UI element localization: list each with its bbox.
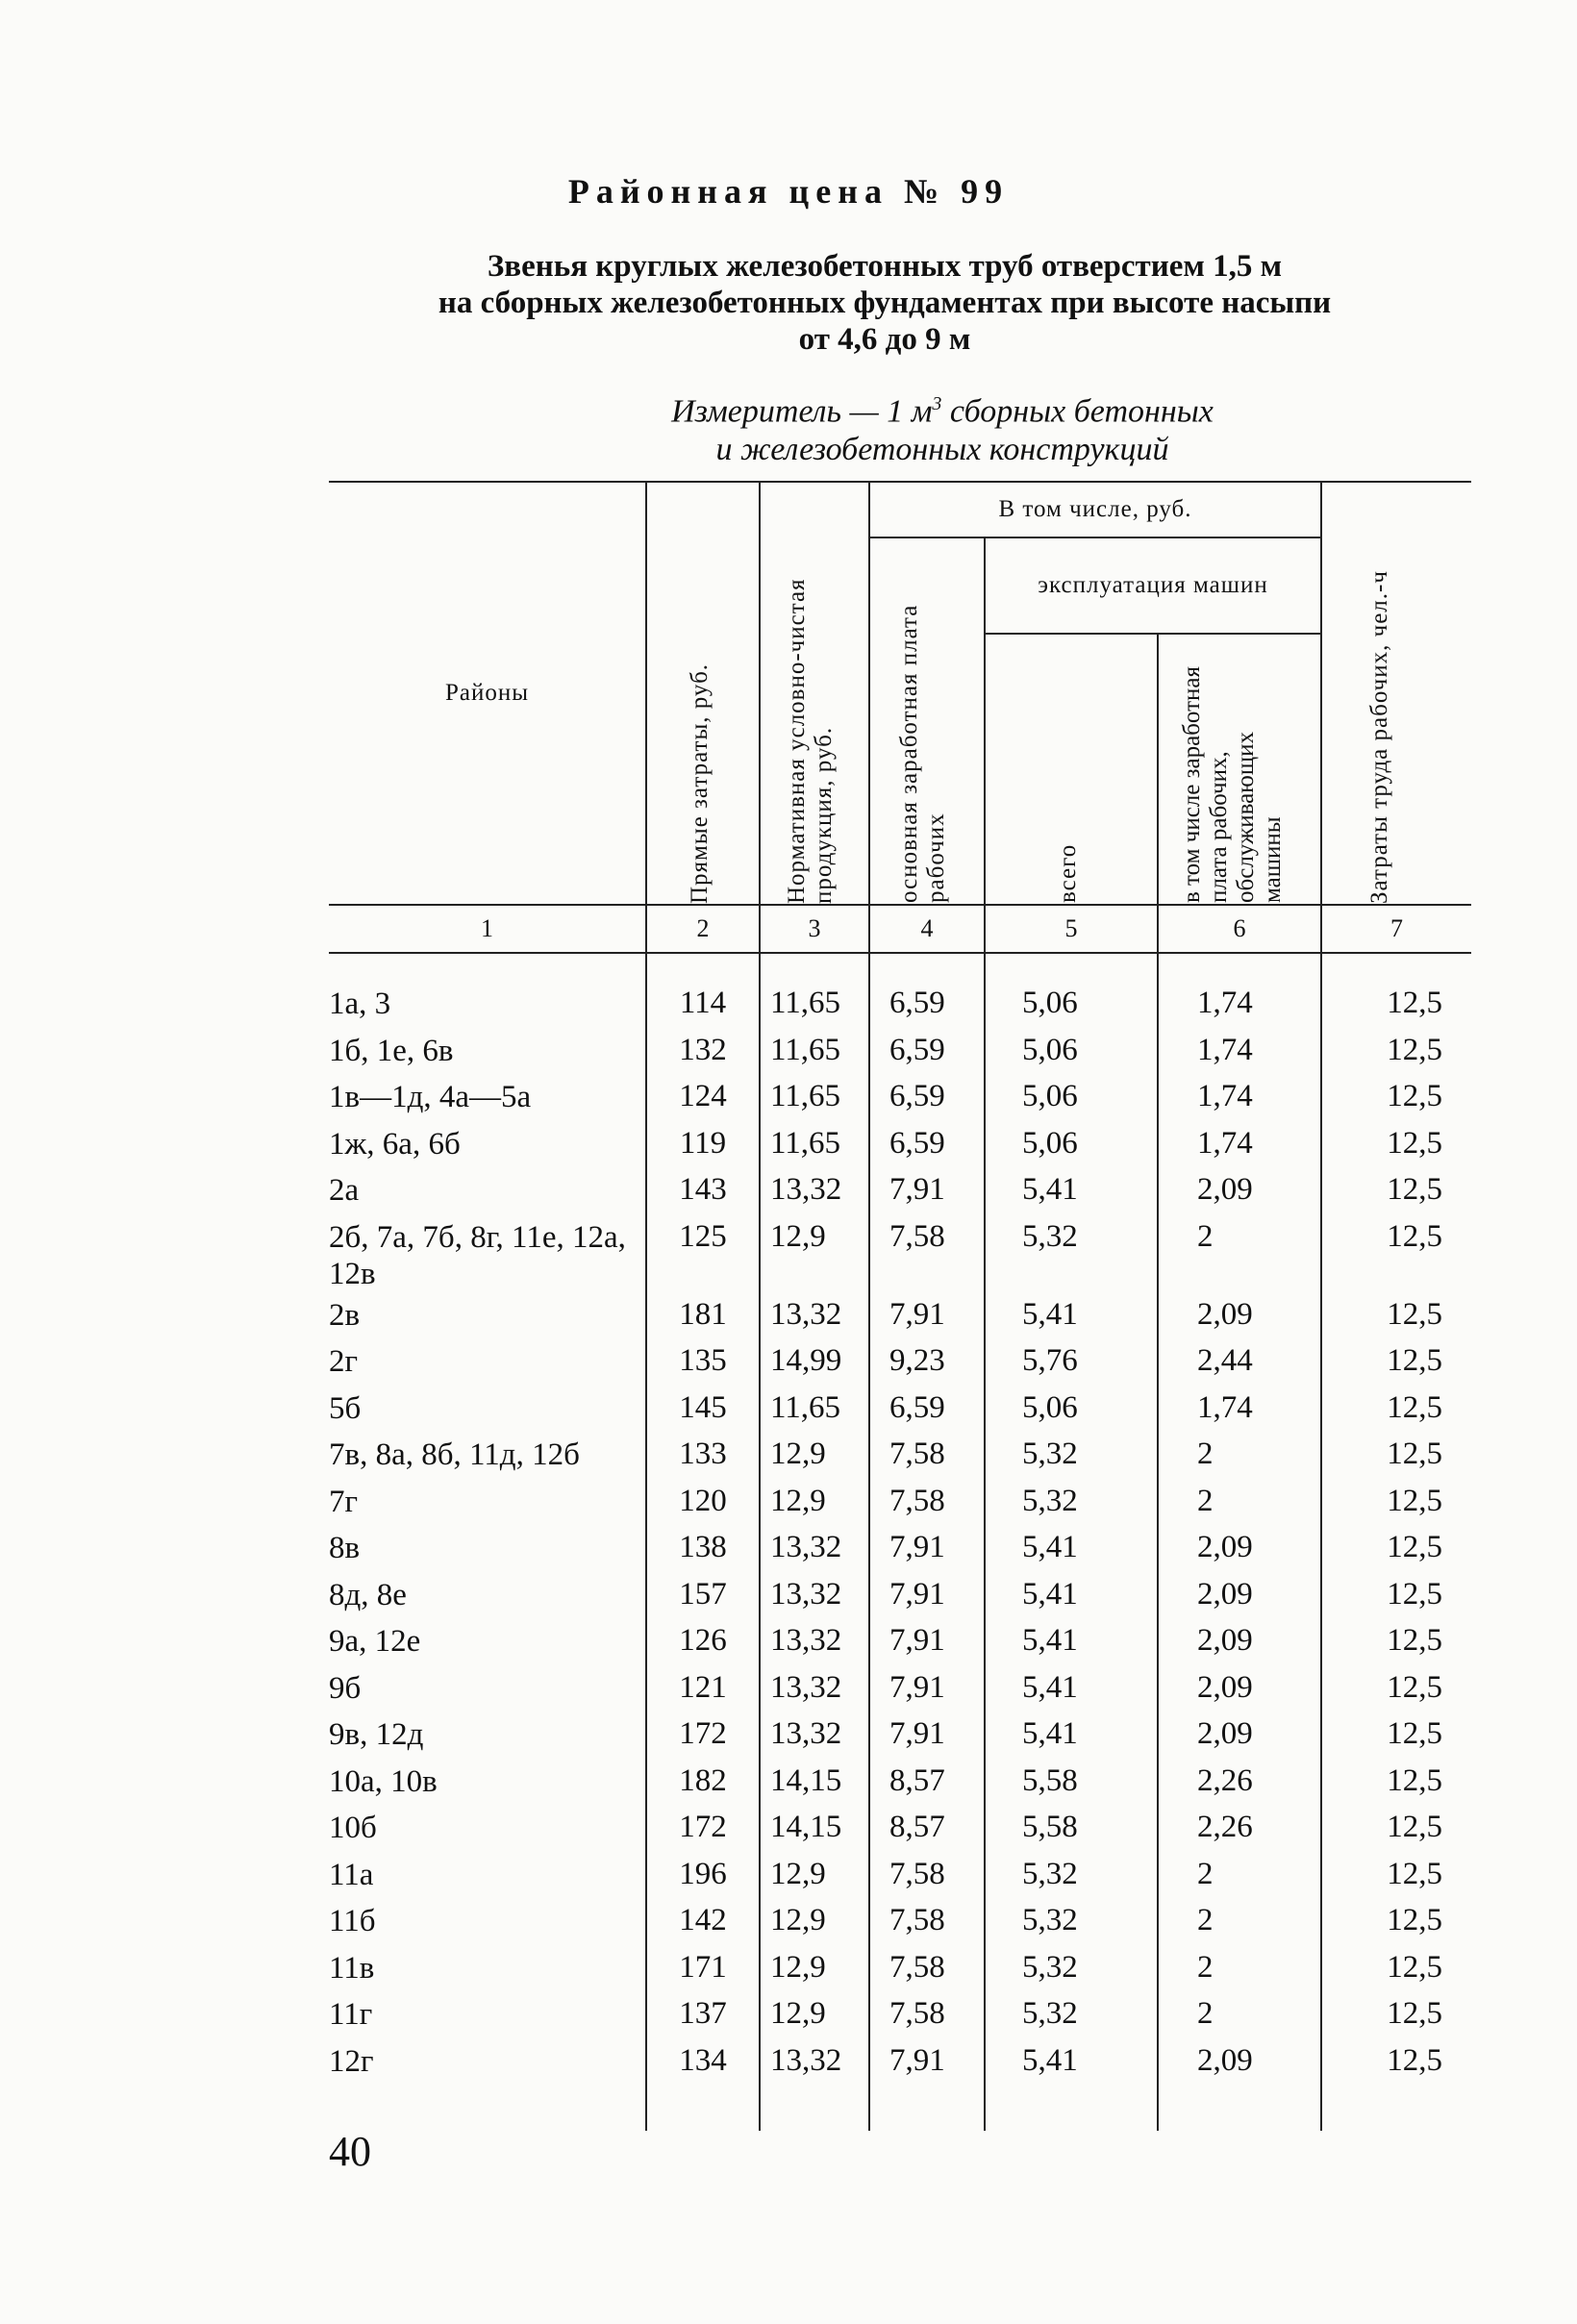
cell-normative-net: 12,9 bbox=[760, 1947, 869, 1994]
header-base-wage-label: основная заработная плата рабочих bbox=[896, 604, 949, 903]
cell-labor: 12,5 bbox=[1321, 1123, 1471, 1170]
cell-machine-wage: 2,09 bbox=[1158, 2040, 1321, 2087]
cell-direct-costs: 126 bbox=[646, 1620, 760, 1667]
cell-base-wage: 9,23 bbox=[869, 1340, 985, 1387]
cell-direct-costs: 172 bbox=[646, 1807, 760, 1854]
cell-direct-costs: 135 bbox=[646, 1340, 760, 1387]
cell-machine-wage: 1,74 bbox=[1158, 983, 1321, 1030]
cell-normative-net: 13,32 bbox=[760, 1169, 869, 1216]
cell-region: 8в bbox=[329, 1531, 361, 1565]
cell-machine-wage: 1,74 bbox=[1158, 1076, 1321, 1123]
cell-labor: 12,5 bbox=[1321, 1807, 1471, 1854]
cell-machine-wage: 2,09 bbox=[1158, 1574, 1321, 1621]
cell-labor: 12,5 bbox=[1321, 1169, 1471, 1216]
table-row bbox=[329, 1076, 1471, 1123]
cell-normative-net: 11,65 bbox=[760, 983, 869, 1030]
table-row bbox=[329, 1574, 1471, 1621]
header-normative-net-label: Нормативная условно-чистая продукция, руб. bbox=[784, 578, 837, 904]
cell-region: 1а, 3 bbox=[329, 987, 391, 1021]
cell-machine-wage: 2,44 bbox=[1158, 1340, 1321, 1387]
cell-labor: 12,5 bbox=[1321, 1947, 1471, 1994]
cell-machine-total: 5,06 bbox=[985, 983, 1158, 1030]
subtitle-line: от 4,6 до 9 м bbox=[798, 322, 971, 357]
header-base-wage bbox=[869, 537, 985, 905]
cell-direct-costs: 133 bbox=[646, 1434, 760, 1481]
cell-labor: 12,5 bbox=[1321, 1434, 1471, 1481]
cell-normative-net: 12,9 bbox=[760, 1216, 869, 1294]
cell-region: 10а, 10в bbox=[329, 1763, 438, 1799]
cell-machine-wage: 2,09 bbox=[1158, 1294, 1321, 1341]
table-row bbox=[329, 1667, 1471, 1714]
cell-machine-wage: 1,74 bbox=[1158, 1387, 1321, 1435]
column-number: 3 bbox=[760, 905, 869, 953]
cell-direct-costs: 134 bbox=[646, 2040, 760, 2087]
cell-region: 1ж, 6а, 6б bbox=[329, 1126, 461, 1162]
cell-direct-costs: 181 bbox=[646, 1294, 760, 1341]
column-number: 2 bbox=[646, 905, 760, 953]
cell-base-wage: 6,59 bbox=[869, 1123, 985, 1170]
cell-machine-wage: 2,09 bbox=[1158, 1169, 1321, 1216]
table-row bbox=[329, 1340, 1471, 1387]
cell-base-wage: 7,58 bbox=[869, 1854, 985, 1901]
cell-labor: 12,5 bbox=[1321, 1667, 1471, 1714]
cell-labor: 12,5 bbox=[1321, 1076, 1471, 1123]
page-title: Районная цена № 99 bbox=[567, 172, 1010, 211]
cell-labor: 12,5 bbox=[1321, 1294, 1471, 1341]
cell-normative-net: 12,9 bbox=[760, 1993, 869, 2040]
cell-labor: 12,5 bbox=[1321, 1620, 1471, 1667]
cell-machine-wage: 2,09 bbox=[1158, 1527, 1321, 1574]
cell-region: 11а bbox=[329, 1857, 374, 1892]
cell-machine-total: 5,41 bbox=[985, 1667, 1158, 1714]
cell-direct-costs: 157 bbox=[646, 1574, 760, 1621]
cell-machine-total: 5,41 bbox=[985, 1574, 1158, 1621]
cell-direct-costs: 196 bbox=[646, 1854, 760, 1901]
cell-machine-total: 5,41 bbox=[985, 1169, 1158, 1216]
cell-direct-costs: 138 bbox=[646, 1527, 760, 1574]
table-row bbox=[329, 1713, 1471, 1761]
column-number: 5 bbox=[985, 905, 1158, 953]
table-row bbox=[329, 1620, 1471, 1667]
cell-base-wage: 8,57 bbox=[869, 1807, 985, 1854]
cell-machine-total: 5,32 bbox=[985, 1434, 1158, 1481]
cell-direct-costs: 182 bbox=[646, 1761, 760, 1808]
column-numbers bbox=[329, 905, 1471, 983]
table-row bbox=[329, 1294, 1471, 1341]
cell-labor: 12,5 bbox=[1321, 983, 1471, 1030]
measure-suffix: сборных бетонных bbox=[941, 393, 1214, 430]
cell-region: 7в, 8а, 8б, 11д, 12б bbox=[329, 1437, 580, 1472]
cell-region: 11б bbox=[329, 1904, 376, 1938]
cell-region: 1в—1д, 4а—5а bbox=[329, 1080, 532, 1114]
cell-base-wage: 7,91 bbox=[869, 1620, 985, 1667]
cell-direct-costs: 132 bbox=[646, 1030, 760, 1077]
cell-labor: 12,5 bbox=[1321, 1030, 1471, 1077]
cell-normative-net: 12,9 bbox=[760, 1434, 869, 1481]
cell-direct-costs: 121 bbox=[646, 1667, 760, 1714]
measure-prefix: Измеритель — 1 м bbox=[671, 393, 933, 430]
cell-normative-net: 11,65 bbox=[760, 1076, 869, 1123]
cell-machine-wage: 2,09 bbox=[1158, 1620, 1321, 1667]
page-number: 40 bbox=[329, 2128, 371, 2175]
cell-base-wage: 7,58 bbox=[869, 1216, 985, 1294]
cell-base-wage: 7,91 bbox=[869, 2040, 985, 2087]
cell-labor: 12,5 bbox=[1321, 1900, 1471, 1947]
column-number: 4 bbox=[869, 905, 985, 953]
cell-region: 12г bbox=[329, 2043, 374, 2079]
header-direct-costs-label: Прямые затраты, руб. bbox=[687, 662, 713, 904]
cell-base-wage: 7,58 bbox=[869, 1947, 985, 1994]
cell-region: 9б bbox=[329, 1670, 362, 1706]
table-subtitle bbox=[317, 248, 1452, 358]
cell-labor: 12,5 bbox=[1321, 1993, 1471, 2040]
cell-labor: 12,5 bbox=[1321, 1713, 1471, 1761]
header-including: В том числе, руб. bbox=[869, 482, 1321, 537]
table-row bbox=[329, 1030, 1471, 1077]
table-row bbox=[329, 1761, 1471, 1808]
header-total-label: всего bbox=[1055, 843, 1081, 903]
subtitle-line: на сборных железобетонных фундаментах при высоте насыпи bbox=[438, 286, 1332, 320]
measure-line2: и железобетонных конструкций bbox=[715, 432, 1169, 468]
cell-machine-total: 5,41 bbox=[985, 1527, 1158, 1574]
cell-machine-wage: 2 bbox=[1158, 1854, 1321, 1901]
cell-machine-total: 5,76 bbox=[985, 1340, 1158, 1387]
cell-machine-wage: 2 bbox=[1158, 1434, 1321, 1481]
cell-base-wage: 7,91 bbox=[869, 1667, 985, 1714]
subtitle-line: Звенья круглых железобетонных труб отверстием 1,5 м bbox=[487, 249, 1283, 284]
cell-base-wage: 7,58 bbox=[869, 1900, 985, 1947]
cell-normative-net: 13,32 bbox=[760, 1574, 869, 1621]
cell-region: 1б, 1е, 6в bbox=[329, 1033, 454, 1068]
cell-machine-total: 5,32 bbox=[985, 1854, 1158, 1901]
cell-machine-wage: 2 bbox=[1158, 1216, 1321, 1294]
table-row bbox=[329, 1481, 1471, 1528]
cell-machine-total: 5,58 bbox=[985, 1761, 1158, 1808]
cell-machine-wage: 2 bbox=[1158, 1900, 1321, 1947]
price-table bbox=[329, 481, 1471, 2131]
cell-machine-wage: 2,09 bbox=[1158, 1713, 1321, 1761]
cell-direct-costs: 145 bbox=[646, 1387, 760, 1435]
cell-machine-wage: 2,26 bbox=[1158, 1761, 1321, 1808]
cell-machine-wage: 2 bbox=[1158, 1993, 1321, 2040]
cell-machine-total: 5,06 bbox=[985, 1076, 1158, 1123]
cell-normative-net: 14,15 bbox=[760, 1807, 869, 1854]
cell-direct-costs: 124 bbox=[646, 1076, 760, 1123]
cell-base-wage: 6,59 bbox=[869, 1076, 985, 1123]
cell-normative-net: 11,65 bbox=[760, 1030, 869, 1077]
cell-machine-wage: 2,26 bbox=[1158, 1807, 1321, 1854]
cell-normative-net: 14,99 bbox=[760, 1340, 869, 1387]
cell-normative-net: 11,65 bbox=[760, 1387, 869, 1435]
cell-region: 2а bbox=[329, 1173, 360, 1208]
cell-base-wage: 7,91 bbox=[869, 1527, 985, 1574]
header-incl-wage bbox=[1158, 634, 1321, 905]
cell-region: 10б bbox=[329, 1811, 377, 1845]
cell-base-wage: 7,91 bbox=[869, 1574, 985, 1621]
cell-labor: 12,5 bbox=[1321, 2040, 1471, 2087]
cell-direct-costs: 137 bbox=[646, 1993, 760, 2040]
cell-machine-total: 5,06 bbox=[985, 1030, 1158, 1077]
cell-machine-total: 5,32 bbox=[985, 1216, 1158, 1294]
cell-base-wage: 7,91 bbox=[869, 1294, 985, 1341]
cell-base-wage: 7,58 bbox=[869, 1993, 985, 2040]
table-row bbox=[329, 1854, 1471, 1901]
column-number: 6 bbox=[1158, 905, 1321, 953]
column-number: 7 bbox=[1321, 905, 1471, 953]
cell-machine-total: 5,41 bbox=[985, 1713, 1158, 1761]
header-labor bbox=[1321, 482, 1471, 905]
cell-machine-wage: 1,74 bbox=[1158, 1123, 1321, 1170]
cell-region: 7г bbox=[329, 1484, 359, 1519]
cell-normative-net: 12,9 bbox=[760, 1854, 869, 1901]
table-row bbox=[329, 1216, 1471, 1294]
cell-machine-total: 5,32 bbox=[985, 1993, 1158, 2040]
cell-normative-net: 11,65 bbox=[760, 1123, 869, 1170]
cell-base-wage: 6,59 bbox=[869, 983, 985, 1030]
table-body bbox=[329, 983, 1471, 2131]
table-row bbox=[329, 1900, 1471, 1947]
cell-direct-costs: 120 bbox=[646, 1481, 760, 1528]
table-row bbox=[329, 1993, 1471, 2040]
cell-machine-total: 5,06 bbox=[985, 1387, 1158, 1435]
cell-machine-wage: 2,09 bbox=[1158, 1667, 1321, 1714]
cell-labor: 12,5 bbox=[1321, 1387, 1471, 1435]
cell-machine-total: 5,32 bbox=[985, 1947, 1158, 1994]
cell-direct-costs: 142 bbox=[646, 1900, 760, 1947]
table-row bbox=[329, 1387, 1471, 1435]
cell-machine-total: 5,41 bbox=[985, 2040, 1158, 2087]
cell-normative-net: 14,15 bbox=[760, 1761, 869, 1808]
table-row bbox=[329, 1807, 1471, 1854]
cell-normative-net: 13,32 bbox=[760, 1294, 869, 1341]
cell-machine-total: 5,32 bbox=[985, 1481, 1158, 1528]
cell-region: 9в, 12д bbox=[329, 1717, 424, 1752]
cell-region: 8д, 8е bbox=[329, 1577, 407, 1612]
header-direct-costs bbox=[646, 482, 760, 905]
cell-region: 11г bbox=[329, 1997, 373, 2032]
cell-region: 2б, 7а, 7б, 8г, 11е, 12а, 12в bbox=[329, 1219, 626, 1291]
cell-base-wage: 7,58 bbox=[869, 1481, 985, 1528]
cell-direct-costs: 171 bbox=[646, 1947, 760, 1994]
cell-direct-costs: 119 bbox=[646, 1123, 760, 1170]
header-regions: Районы bbox=[329, 482, 646, 905]
cell-normative-net: 12,9 bbox=[760, 1900, 869, 1947]
table-row bbox=[329, 1169, 1471, 1216]
cell-machine-wage: 2 bbox=[1158, 1481, 1321, 1528]
cell-labor: 12,5 bbox=[1321, 1340, 1471, 1387]
cell-region: 11в bbox=[329, 1950, 375, 1986]
cell-labor: 12,5 bbox=[1321, 1216, 1471, 1294]
cell-normative-net: 13,32 bbox=[760, 1620, 869, 1667]
table-row bbox=[329, 1527, 1471, 1574]
cell-direct-costs: 125 bbox=[646, 1216, 760, 1294]
cell-normative-net: 13,32 bbox=[760, 1713, 869, 1761]
cell-machine-total: 5,06 bbox=[985, 1123, 1158, 1170]
cell-region: 9а, 12е bbox=[329, 1624, 421, 1659]
header-total bbox=[985, 634, 1158, 905]
header-labor-label: Затраты труда рабочих, чел.-ч bbox=[1365, 570, 1392, 904]
header-machine-operation: эксплуатация машин bbox=[985, 537, 1321, 634]
cell-base-wage: 7,58 bbox=[869, 1434, 985, 1481]
column-number: 1 bbox=[329, 905, 646, 953]
measure-sup: 3 bbox=[932, 393, 942, 414]
table-header bbox=[329, 482, 1471, 905]
cell-normative-net: 13,32 bbox=[760, 2040, 869, 2087]
cell-normative-net: 13,32 bbox=[760, 1667, 869, 1714]
cell-machine-wage: 1,74 bbox=[1158, 1030, 1321, 1077]
cell-machine-wage: 2 bbox=[1158, 1947, 1321, 1994]
table-row bbox=[329, 983, 1471, 1030]
cell-base-wage: 6,59 bbox=[869, 1030, 985, 1077]
cell-machine-total: 5,58 bbox=[985, 1807, 1158, 1854]
cell-region: 5б bbox=[329, 1390, 362, 1426]
header-incl-wage-label: в том числе заработная плата рабочих, обслуживающих машины bbox=[1179, 666, 1287, 903]
cell-labor: 12,5 bbox=[1321, 1854, 1471, 1901]
cell-base-wage: 7,91 bbox=[869, 1713, 985, 1761]
table-row bbox=[329, 2040, 1471, 2087]
table-row bbox=[329, 1123, 1471, 1170]
cell-region: 2в bbox=[329, 1297, 361, 1333]
measure-unit bbox=[510, 385, 1375, 469]
table-row bbox=[329, 1434, 1471, 1481]
header-normative-net bbox=[760, 482, 869, 905]
cell-normative-net: 12,9 bbox=[760, 1481, 869, 1528]
cell-direct-costs: 114 bbox=[646, 983, 760, 1030]
table-row bbox=[329, 1947, 1471, 1994]
cell-base-wage: 7,91 bbox=[869, 1169, 985, 1216]
cell-direct-costs: 172 bbox=[646, 1713, 760, 1761]
cell-normative-net: 13,32 bbox=[760, 1527, 869, 1574]
cell-labor: 12,5 bbox=[1321, 1761, 1471, 1808]
cell-machine-total: 5,41 bbox=[985, 1620, 1158, 1667]
cell-labor: 12,5 bbox=[1321, 1574, 1471, 1621]
cell-direct-costs: 143 bbox=[646, 1169, 760, 1216]
cell-machine-total: 5,32 bbox=[985, 1900, 1158, 1947]
cell-base-wage: 8,57 bbox=[869, 1761, 985, 1808]
cell-machine-total: 5,41 bbox=[985, 1294, 1158, 1341]
cell-labor: 12,5 bbox=[1321, 1527, 1471, 1574]
cell-base-wage: 6,59 bbox=[869, 1387, 985, 1435]
cell-region: 2г bbox=[329, 1344, 359, 1379]
cell-labor: 12,5 bbox=[1321, 1481, 1471, 1528]
